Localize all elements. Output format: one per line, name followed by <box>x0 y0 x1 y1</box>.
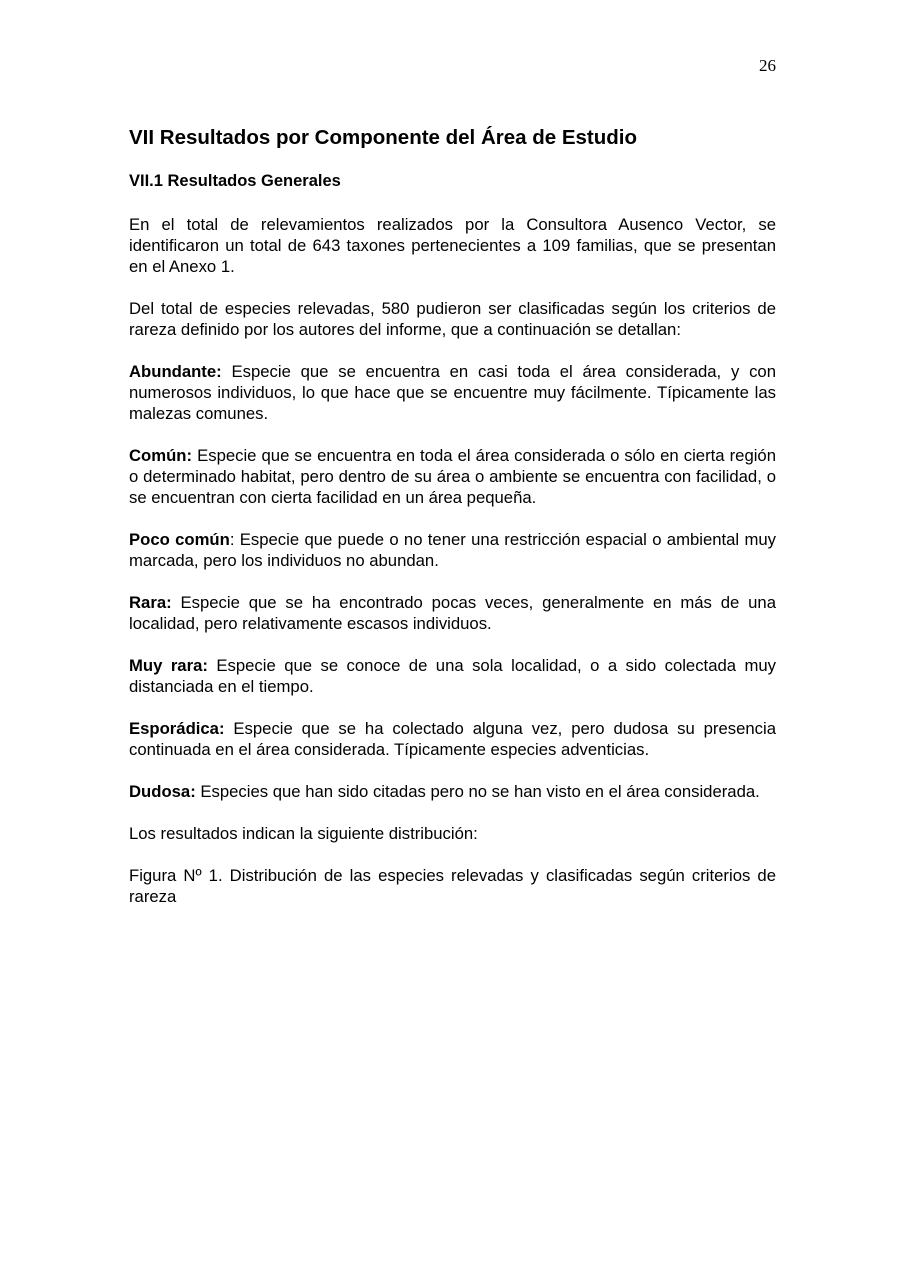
definition-text: Especie que se encuentra en casi toda el área considerada, y con numerosos individuos, lo que hace que se encuentre muy fácilmente. Típicamente las malezas comunes. <box>129 362 776 423</box>
definition-text: : Especie que puede o no tener una restricción espacial o ambiental muy marcada, pero los individuos no abundan. <box>129 530 776 570</box>
definition-esporadica <box>129 718 776 760</box>
intro-paragraph: Del total de especies relevadas, 580 pudieron ser clasificadas según los criterios de rareza definido por los autores del informe, que a continuación se detallan: <box>129 299 776 339</box>
definition-term: Poco común <box>129 530 230 549</box>
definition-abundante <box>129 361 776 424</box>
definition-term: Común: <box>129 446 193 465</box>
definition-muy-rara <box>129 655 776 697</box>
figure-caption: Figura Nº 1. Distribución de las especies relevadas y clasificadas según criterios de rareza <box>129 866 776 906</box>
definition-term: Dudosa: <box>129 782 196 801</box>
definition-term: Muy rara: <box>129 656 208 675</box>
definition-text: Especie que se encuentra en toda el área considerada o sólo en cierta región o determinado habitat, pero dentro de su área o ambiente se encuentra con facilidad, o se encuentran con cierta facilidad en un área pequeña. <box>129 446 776 507</box>
definition-text: Especie que se ha encontrado pocas veces, generalmente en más de una localidad, pero relativamente escasos individuos. <box>129 593 776 633</box>
subsection-heading: VII.1 Resultados Generales <box>129 172 341 190</box>
page-number: 26 <box>759 56 776 75</box>
document-body <box>129 125 776 928</box>
intro-paragraph: En el total de relevamientos realizados por la Consultora Ausenco Vector, se identificaron un total de 643 taxones pertenecientes a 109 familias, que se presentan en el Anexo 1. <box>129 215 776 276</box>
definition-term: Rara: <box>129 593 172 612</box>
section-heading: VII Resultados por Componente del Área de Estudio <box>129 126 638 149</box>
definition-comun <box>129 445 776 508</box>
definition-text: Especie que se conoce de una sola localidad, o a sido colectada muy distanciada en el tiempo. <box>129 656 777 696</box>
definition-text: Especie que se ha colectado alguna vez, pero dudosa su presencia continuada en el área considerada. Típicamente especies adventicias. <box>129 719 776 759</box>
definition-rara <box>129 592 776 634</box>
definition-text: Especies que han sido citadas pero no se han visto en el área considerada. <box>195 782 760 801</box>
definition-dudosa <box>129 781 776 802</box>
definition-poco-comun <box>129 529 776 571</box>
definition-term: Abundante: <box>129 362 222 381</box>
results-intro: Los resultados indican la siguiente distribución: <box>129 824 478 843</box>
definition-term: Esporádica: <box>129 719 225 738</box>
